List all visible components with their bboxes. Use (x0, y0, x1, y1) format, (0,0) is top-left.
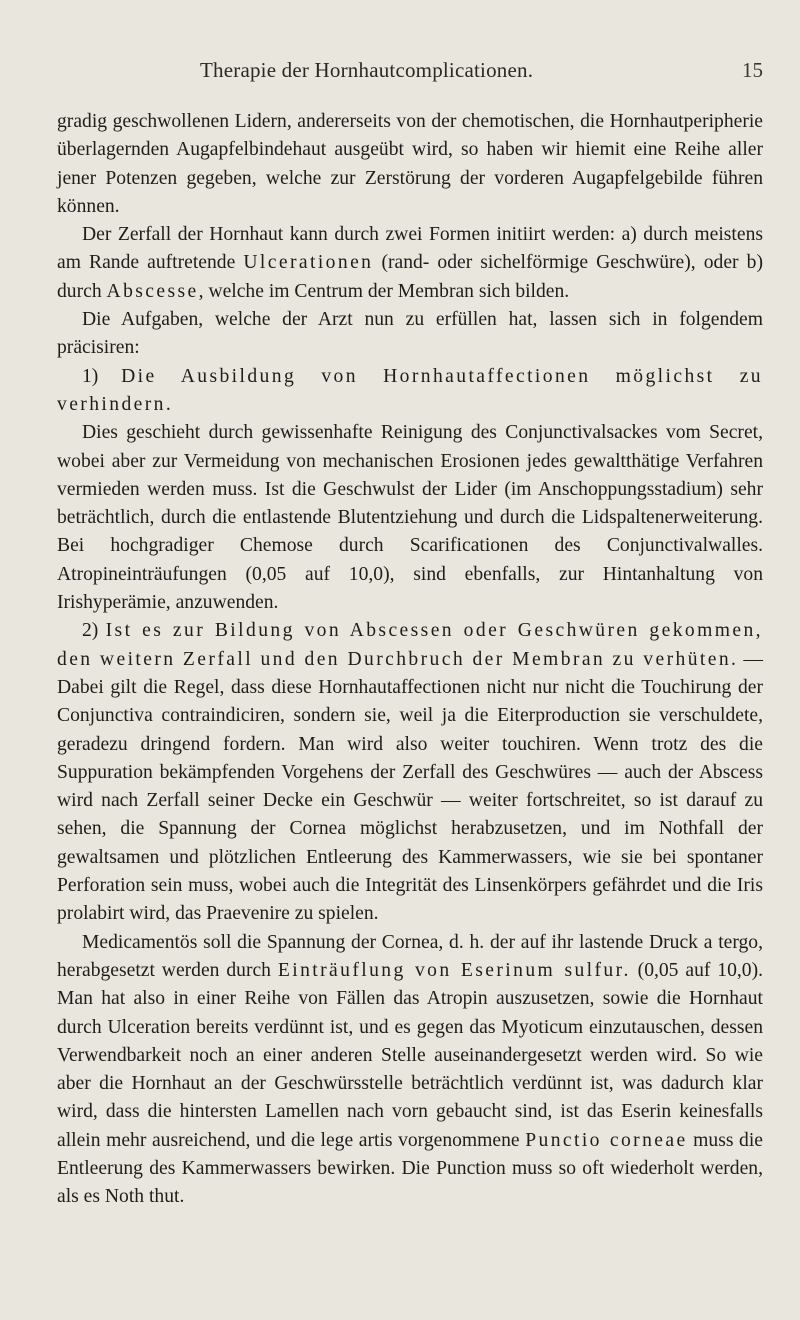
paragraph (57, 419, 763, 617)
spaced-emphasis-text: Punctio corneae (525, 1129, 688, 1151)
text-run: Medicamentös soll die Spannung der Cornea, d. h. der auf ihr lastende Druck a tergo, herabgesetzt werden durch (57, 931, 763, 981)
paragraph (57, 108, 763, 221)
body-text (57, 108, 763, 1212)
paragraph (57, 929, 763, 1212)
paragraph (57, 221, 763, 306)
spaced-emphasis-text: Die Ausbildung von Hornhautaffectionen möglichst zu verhindern. (57, 365, 763, 415)
page-number: 15 (742, 58, 763, 82)
spaced-emphasis-text: Ulcerationen (243, 252, 374, 274)
text-run: 2) (82, 620, 106, 642)
text-run: gradig geschwollenen Lidern, andererseits von der chemotischen, die Hornhautperipherie überlagernden Augapfelbindehaut ausgeübt wird, so haben wir hiemit eine Reihe aller jener Potenzen gegeben, welche zur Zerstörung der vorderen Augapfelgebilde führen können. (57, 111, 763, 217)
text-run: Dies geschieht durch gewissenhafte Reinigung des Conjunctivalsackes vom Secret, wobei aber zur Vermeidung von mechanischen Erosionen jedes gewaltthätige Verfahren vermieden werden muss. Ist die Geschwulst der Lider (im Anschoppungsstadium) sehr beträchtlich, durch die entlastende Blutentziehung und durch die Lidspaltenerweiterung. Bei hochgradiger Chemose durch Scarificationen des Conjunctivalwalles. Atropineinträufungen (0,05 auf 10,0), sind ebenfalls, zur Hintanhaltung von Irishyperämie, anzuwenden. (57, 422, 763, 614)
paragraph (57, 617, 763, 928)
text-run: Die Aufgaben, welche der Arzt nun zu erfüllen hat, lassen sich in folgendem präcisiren: (57, 309, 763, 359)
spaced-emphasis-text: Ist es zur Bildung von Abscessen oder Geschwüren gekommen, den weitern Zerfall und den Durchbruch der Membran zu verhüten. (57, 620, 763, 670)
paragraph (57, 363, 763, 420)
text-run: (rand- oder sichelförmige Geschwüre), oder b) durch (57, 252, 763, 302)
text-run: Der Zerfall der Hornhaut kann durch zwei Formen initiirt werden: a) durch meistens am Rande auftretende (57, 224, 763, 274)
text-run: , welche im Centrum der Membran sich bilden. (198, 280, 570, 302)
paragraph (57, 306, 763, 363)
text-run: (0,05 auf 10,0). Man hat also in einer Reihe von Fällen das Atropin auszusetzen, sowie die Hornhaut durch Ulceration bereits verdünnt ist, und es gegen das Myoticum einzutauschen, dessen Verwendbarkeit noch an einer anderen Stelle auseinandergesetzt werden wird. So wie aber die Hornhaut an der Geschwürsstelle beträchtlich verdünnt ist, was dadurch klar wird, dass die hintersten Lamellen nach vorn gebaucht sind, ist das Eserin keinesfalls allein mehr ausreichend, und die lege artis vorgenommene (57, 959, 763, 1151)
running-title: Therapie der Hornhautcomplicationen. (200, 58, 534, 82)
text-run: — Dabei gilt die Regel, dass diese Hornhautaffectionen nicht nur nicht die Touchirung der Conjunctiva contraindiciren, sondern sie, weil ja die Eiterproduction sie verschuldete, geradezu dringend fordern. Man wird also weiter touchiren. Wenn trotz des die Suppuration bekämpfenden Vorgehens der Zerfall des Geschwüres — auch der Abscess wird nach Zerfall seiner Decke ein Geschwür — weiter fortschreitet, so ist darauf zu sehen, die Spannung der Cornea möglichst herabzusetzen, und im Nothfall der gewaltsamen und plötzlichen Entleerung des Kammerwassers, wie sie bei spontaner Perforation sein muss, wobei auch die Integrität des Linsenkörpers gefährdet und die Iris prolabirt wird, das Praevenire zu spielen. (57, 648, 763, 925)
spaced-emphasis-text: Einträuflung von Eserinum sulfur. (277, 959, 631, 981)
text-run: 1) (82, 365, 122, 387)
spaced-emphasis-text: Abscesse (106, 280, 199, 302)
text-run: muss die Entleerung des Kammerwassers bewirken. Die Punction muss so oft wiederholt werden, als es Noth thut. (57, 1129, 763, 1208)
page-header (0, 58, 800, 90)
